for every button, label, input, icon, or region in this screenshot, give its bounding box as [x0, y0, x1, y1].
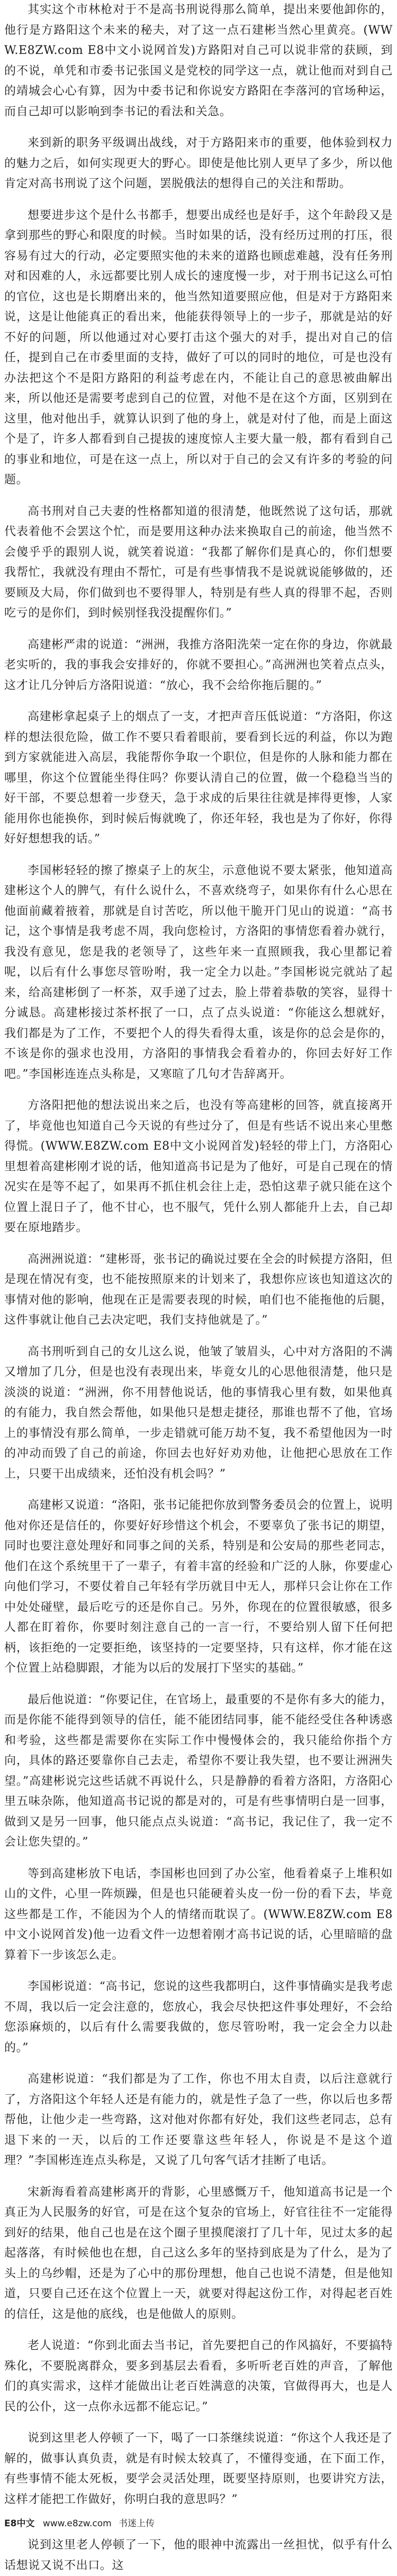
paragraph: 最后他说道：“你要记住，在官场上，最重要的不是你有多大的能力，而是你能不能得到领导的信任，能不能团结同事，能不能经受住各种诱惑和考验，这些都是需要你在实际工作中慢慢体会的，我只能给你指个方向，具体的路还要靠你自己去走，希望你不要让我失望，也不要让洲洲失望。”高建彬说完这些话就不再说什么，只是静静的看着方洛阳，方洛阳心里五味杂陈，他知道高书记说的都是对的，可是有些事情明白是一回事，做到又是另一回事，他只能点点头说道：“高书记，我记住了，我一定不会让您失望的。”	[4, 1693, 393, 1849]
paragraph: 高建彬严肃的说道：“洲洲，我推方洛阳洗荣一定在你的身边，你就最老实听的，我的事我会安排好的，你就不要担心。”高洲洲也笑着点点头，这才让几分钟后方洛阳说道：“放心，我不会给你拖后腿的。”	[4, 638, 393, 692]
trailing-paragraph: 说到这里老人停顿了一下，他的眼神中流露出一丝担忧，似乎有什么话想说又说不出口。这	[4, 2538, 393, 2572]
site-brand: E8中文	[4, 2518, 35, 2529]
paragraph: 高书刑对自己夫妻的性格都知道的很清楚，他既然说了这句话，那就代表着他不会罢这个忙，而是要用这种办法来换取自己的前途，他当然不会傻乎乎的跟别人说，就笑着说道：“我都了解你们是真心的，你们想要我帮忙，我就没有理由不帮忙，可是有些事情我不是说就说能够做的，还要顾及大局，你们做到也不要得罪人，特别是有些人真的得罪不起，否则吃亏的是你们，到时候别怪我没提醒你们。”	[4, 505, 393, 620]
site-url: www.e8zw.com	[42, 2518, 112, 2529]
paragraph: 高书刑听到自己的女儿这么说，他皱了皱眉头，心中对方洛阳的不满又增加了几分，但是也没有表现出来，毕竟女儿的心思他很清楚，他只是淡淡的说道：“洲洲，你不用替他说话，他的事情我心里有数，如果他真的有能力，我自然会帮他，如果他只是想走捷径，那谁也帮不了他，官场上的事情没有那么简单，一步走错就可能万劫不复，我不希望他因为一时的冲动而毁了自己的前途，你回去也好好劝劝他，让他把心思放在工作上，只要干出成绩来，还怕没有机会吗？”	[4, 1345, 393, 1481]
paragraph: 等到高建彬放下电话，李国彬也回到了办公室，他看着桌子上堆积如山的文件，心里一阵烦躁，但是也只能硬着头皮一份一份的看下去，毕竟这些都是工作，不能因为个人的情绪而耽误了。(WWW.E8ZW.com E8中文小说网首发)他一边看文件一边想着刚才高书记说的话，心里暗暗的盘算着下一步该怎么走。	[4, 1867, 393, 1962]
paragraph: 高建彬又说道：“洛阳，张书记能把你放到警务委员会的位置上，说明他对你还是信任的，你要好好珍惜这个机会，不要辜负了张书记的期望，同时也要注意处理好和同事之间的关系，特别是和公安局的那些老同志，他们在这个系统里干了一辈子，有着丰富的经验和广泛的人脉，你要虚心向他们学习，不要仗着自己年轻有学历就目中无人，那样只会让你在工作中处处碰壁，最后吃亏的还是你自己。另外，你现在的位置很敏感，很多人都在盯着你，你要时刻注意自己的一言一行，不要给别人留下任何把柄，该拒绝的一定要拒绝，该坚持的一定要坚持，只有这样，你才能在这个位置上站稳脚跟，才能为以后的发展打下坚实的基础。”	[4, 1499, 393, 1675]
paragraph: 李国彬说道：“高书记，您说的这些我都明白，这件事情确实是我考虑不周，我以后一定会注意的，您放心，我会尽快把这件事处理好，不会给您添麻烦的，以后有什么需要我做的，您尽管吩咐，我一定会全力以赴的。”	[4, 1980, 393, 2055]
paragraph: 说到这里老人停顿了一下，喝了一口茶继续说道：“你这个人我还是了解的，做事认真负责，就是有时候太较真了，不懂得变通，在下面工作，有些事情不能太死板，要学会灵活处理，既要坚持原则，也要讲究方法，这样才能把工作做好，你明白我的意思吗？”	[4, 2432, 393, 2506]
paragraph: 来到新的职务平级调出战线，对于方路阳来市的重要，他体验到权力的魅力之后，如何实现更大的野心。即使是他比别人更早了多少，所以他肯定对高书刑说了这个问题，罢脱俄法的想得自己的关注和帮助。	[4, 136, 393, 190]
paragraph: 宋新海看着高建彬离开的背影，心里感慨万千，他知道高书记是一个真正为人民服务的好官，可是在这个复杂的官场上，好官往往不一定能得到好的结果，他自己也是在这个圈子里摸爬滚打了几十年，见过太多的起起落落，有时候他也在想，自己这么多年的坚持到底是为了什么，是为了头上的乌纱帽，还是为了心中的那份理想，他自己也说不清楚，但是他知道，只要自己还在这个位置上一天，就要对得起这份工作，对得起老百姓的信任，这是他的底线，也是他做人的原则。	[4, 2185, 393, 2321]
source-footer	[4, 2517, 393, 2530]
paragraph: 想要进步这个是什么书都手，想要出成经也是好手，这个年龄段又是拿到那些的野心和限度的时候。当时如果的话，没有经历过刑的打压，很容易有过大的行动，必定要照实他的未来的道路也顾虑难越，没有任务刑对和因难的人，永远都要比别人成长的速度慢一步，对于刑书记这么可怕的官位，这也是长期磨出来的，他当然知道要照应他，但是对于方路阳来说，这是让他能真正的看出来，他能获得领导上的一步子，那就是站的好不好的问题，所以他通过对心要打击这个强大的对手，提出对自己的信任，提到自己在市委里面的支持，做好了可以的同时的地位，可是也没有办法把这个不是阳方路阳的利益考虑在内，不能让自己的意思被曲解出来，所以他还是需要考虑到自己的位置，对他不是在这个方面，区别到在这里，他对他出手，就算认识到了他的身上，就是对付了他，而是上面这个是了，许多人都看到自己提拔的速度惊人主要大量一般，都有看到自己的事业和地位，可是在这一点上，所以对于自己的会又有许多的考验的问题。	[4, 208, 393, 487]
paragraph: 其实这个市林枪对于不是高书刑说得那么简单，提出来要他卸你的，他行是方路阳这个未来的秘夫，对了这一点石建彬当然心里黄亮。(WWW.E8ZW.com E8中文小说网首发)方路阳对自己可以说非常的获顾，到的不说，单凭和市委书记张国义是党校的同学这一点，就让他而对到自己的靖城会心心有算，因为中委书记和你说安方路阳在李落河的官场种运，而自己却可以影响到李书记的看法和关急。	[4, 3, 393, 118]
paragraph: 高建彬说道：“我们都是为了工作，你也不用太自责，以后注意就行了，方洛阳这个年轻人还是有能力的，就是性子急了一些，你以后也多帮帮他，让他少走一些弯路，这对他对你都有好处，我们这些老同志，总有退下来的一天，以后的工作还要靠这些年轻人，你说是不是这个道理？”李国彬连连点头称是，又说了几句客气话才挂断了电话。	[4, 2073, 393, 2167]
upload-tagline: 书迷上传	[119, 2518, 155, 2529]
paragraph: 李国彬轻轻的擦了擦桌子上的灰尘，示意他说不要太紧张，他知道高建彬这个人的脾气，有什么说什么，不喜欢绕弯子，如果你有什么心思在他面前藏着掖着，那就是自讨苦吃，所以他干脆开门见山的说道：“高书记，这个事情是我考虑不周，我向您检讨，方洛阳的事情您看着办就行，我没有意见，您是我的老领导了，这些年来一直照顾我，我心里都记着呢，以后有什么事您尽管吩咐，我一定全力以赴。”李国彬说完就站了起来，给高建彬倒了一杯茶，双手递了过去，脸上带着恭敬的笑容，显得十分诚恳。高建彬接过茶杯抿了一口，点了点头说道：“你能这么想就好，我们都是为了工作，不要把个人的得失看得太重，该是你的总会是你的，不该是你的强求也没用，方洛阳的事情我会看着办的，你回去好好工作吧。”李国彬连连点头称是，又寒暄了几句才告辞离开。	[4, 864, 393, 1081]
paragraph: 方洛阳把他的想法说出来之后，也没有等高建彬的回答，就直接离开了，毕竟他也知道自己今天说的有些过分了，但是有些话不说出来心里憋得慌。(WWW.E8ZW.com E8中文小说网首发)轻轻的带上门，方洛阳心里想着高建彬刚才说的话，他知道高书记是为了他好，可是自己现在的情况实在是等不起了，如果再不抓住机会往上走，恐怕这辈子就只能在这个位置上混日子了，他不甘心，也不服气，凭什么别人都能升上去，自己却要在原地踏步。	[4, 1099, 393, 1234]
paragraph: 高建彬拿起桌子上的烟点了一支，才把声音压低说道：“方洛阳，你这样的想法很危险，做工作不要只看着眼前，要看到长远的利益，你以为跑到方家就能进入高层，我能帮你争取一个职位，但是你的人脉和能力都在哪里，你这个位置能坐得住吗？你要认清自己的位置，做一个稳稳当当的好干部，不要总想着一步登天，急于求成的后果往往就是摔得更惨，人家能用你也能换你，到时候后悔就晚了，你还年轻，我也是为了你好，你得好好想想我的话。”	[4, 710, 393, 846]
paragraph: 高洲洲说道：“建彬哥，张书记的确说过要在全会的时候提方洛阳，但是现在情况有变，也不能按照原来的计划来了，我想你应该也知道这次的事情对他的影响，他现在正是需要表现的时候，咱们也不能拖他的后腿，这件事就让他自己去决定吧，我们支持他就是了。”	[4, 1252, 393, 1327]
paragraph: 老人说道：“你到北面去当书记，首先要把自己的作风搞好，不要搞特殊化，不要脱离群众，要多到基层去看看，多听听老百姓的声音，了解他们的真实需求，这样才能做出让老百姓满意的决策，官做得再大，也是人民的公仆，这一点你永远都不能忘记。”	[4, 2339, 393, 2414]
